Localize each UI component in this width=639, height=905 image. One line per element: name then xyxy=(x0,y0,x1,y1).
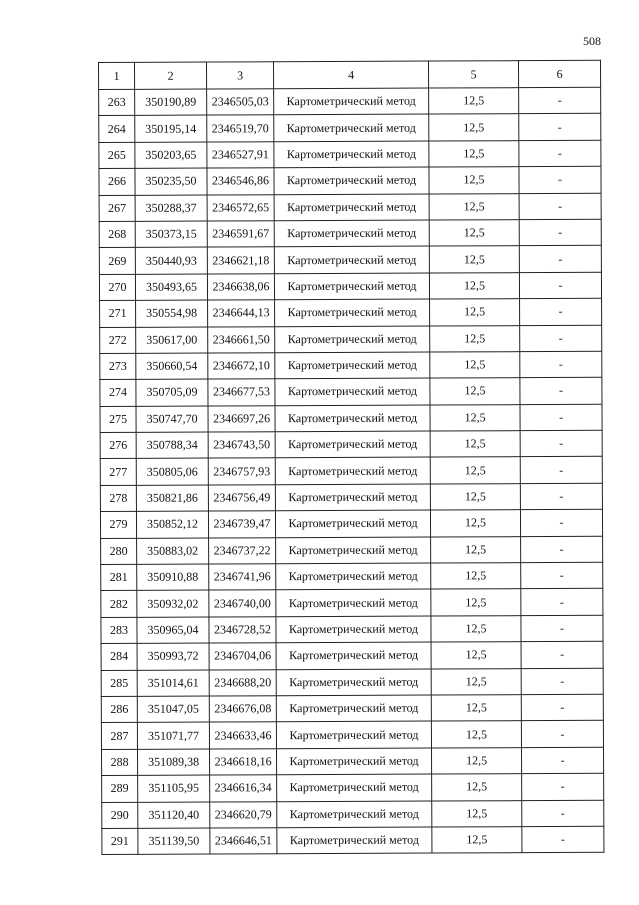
method-cell: Картометрический метод xyxy=(276,721,431,748)
point-number-cell: 273 xyxy=(100,353,136,380)
table-row xyxy=(101,747,603,776)
x-coordinate-cell: 350705,09 xyxy=(136,379,208,406)
header-col-5: 5 xyxy=(428,61,518,88)
x-coordinate-cell: 351014,61 xyxy=(137,670,209,697)
accuracy-cell: 12,5 xyxy=(429,88,519,115)
y-coordinate-cell: 2346633,46 xyxy=(209,722,276,749)
note-cell: - xyxy=(521,721,603,748)
method-cell: Картометрический метод xyxy=(274,220,429,247)
y-coordinate-cell: 2346644,13 xyxy=(208,300,275,327)
accuracy-cell: 12,5 xyxy=(429,140,519,167)
note-cell: - xyxy=(521,642,603,669)
y-coordinate-cell: 2346739,47 xyxy=(208,511,275,538)
table-row xyxy=(100,378,602,407)
y-coordinate-cell: 2346741,96 xyxy=(209,564,276,591)
x-coordinate-cell: 350993,72 xyxy=(137,643,209,670)
accuracy-cell: 12,5 xyxy=(432,800,522,827)
x-coordinate-cell: 350788,34 xyxy=(136,432,208,459)
point-number-cell: 268 xyxy=(99,221,135,248)
method-cell: Картометрический метод xyxy=(276,748,431,775)
table-row xyxy=(99,193,601,222)
y-coordinate-cell: 2346505,03 xyxy=(207,89,274,116)
method-cell: Картометрический метод xyxy=(276,589,431,616)
y-coordinate-cell: 2346618,16 xyxy=(209,748,276,775)
accuracy-cell: 12,5 xyxy=(430,378,520,405)
method-cell: Картометрический метод xyxy=(274,273,429,300)
y-coordinate-cell: 2346688,20 xyxy=(209,669,276,696)
point-number-cell: 270 xyxy=(99,274,135,301)
x-coordinate-cell: 350493,65 xyxy=(135,274,207,301)
accuracy-cell: 12,5 xyxy=(431,536,521,563)
point-number-cell: 277 xyxy=(100,459,136,486)
accuracy-cell: 12,5 xyxy=(432,827,522,854)
point-number-cell: 272 xyxy=(100,327,136,354)
table-row xyxy=(101,721,603,750)
note-cell: - xyxy=(520,510,602,537)
y-coordinate-cell: 2346546,86 xyxy=(207,168,274,195)
table-row xyxy=(102,800,604,829)
x-coordinate-cell: 351071,77 xyxy=(137,722,209,749)
y-coordinate-cell: 2346728,52 xyxy=(209,617,276,644)
table-row xyxy=(99,246,601,275)
note-cell: - xyxy=(521,747,603,774)
y-coordinate-cell: 2346519,70 xyxy=(207,115,274,142)
table-row xyxy=(100,404,602,433)
method-cell: Картометрический метод xyxy=(275,431,430,458)
y-coordinate-cell: 2346591,67 xyxy=(207,221,274,248)
table-row xyxy=(100,430,602,459)
table-row xyxy=(99,114,601,143)
point-number-cell: 274 xyxy=(100,380,136,407)
note-cell: - xyxy=(522,800,604,827)
point-number-cell: 278 xyxy=(100,485,136,512)
accuracy-cell: 12,5 xyxy=(431,589,521,616)
table-row xyxy=(99,219,601,248)
note-cell: - xyxy=(522,773,604,800)
method-cell: Картометрический метод xyxy=(275,405,430,432)
table-row xyxy=(99,140,601,169)
header-row xyxy=(99,60,601,89)
y-coordinate-cell: 2346756,49 xyxy=(208,485,275,512)
header-col-3: 3 xyxy=(207,62,274,89)
note-cell: - xyxy=(520,351,602,378)
point-number-cell: 263 xyxy=(99,89,135,116)
note-cell: - xyxy=(519,219,601,246)
x-coordinate-cell: 350965,04 xyxy=(137,617,209,644)
accuracy-cell: 12,5 xyxy=(429,220,519,247)
y-coordinate-cell: 2346757,93 xyxy=(208,458,275,485)
method-cell: Картометрический метод xyxy=(277,827,432,854)
table-row xyxy=(101,615,603,644)
table-row xyxy=(101,668,603,697)
coordinates-table xyxy=(98,60,604,856)
method-cell: Картометрический метод xyxy=(275,510,430,537)
table-row xyxy=(102,773,604,802)
method-cell: Картометрический метод xyxy=(274,246,429,273)
header-col-4: 4 xyxy=(274,61,429,89)
header-col-1: 1 xyxy=(99,62,135,89)
method-cell: Картометрический метод xyxy=(276,669,431,696)
method-cell: Картометрический метод xyxy=(275,484,430,511)
point-number-cell: 266 xyxy=(99,169,135,196)
note-cell: - xyxy=(519,87,601,114)
accuracy-cell: 12,5 xyxy=(430,510,520,537)
note-cell: - xyxy=(522,826,604,853)
table-row xyxy=(100,483,602,512)
accuracy-cell: 12,5 xyxy=(431,668,521,695)
point-number-cell: 275 xyxy=(100,406,136,433)
x-coordinate-cell: 350235,50 xyxy=(135,168,207,195)
y-coordinate-cell: 2346677,53 xyxy=(208,379,275,406)
note-cell: - xyxy=(519,166,601,193)
y-coordinate-cell: 2346638,06 xyxy=(207,273,274,300)
table-body xyxy=(99,87,604,855)
y-coordinate-cell: 2346621,18 xyxy=(207,247,274,274)
accuracy-cell: 12,5 xyxy=(429,272,519,299)
x-coordinate-cell: 350440,93 xyxy=(135,247,207,274)
x-coordinate-cell: 351139,50 xyxy=(138,828,210,855)
note-cell: - xyxy=(520,483,602,510)
point-number-cell: 271 xyxy=(100,300,136,327)
method-cell: Картометрический метод xyxy=(276,563,431,590)
point-number-cell: 286 xyxy=(101,696,137,723)
accuracy-cell: 12,5 xyxy=(430,325,520,352)
y-coordinate-cell: 2346743,50 xyxy=(208,432,275,459)
method-cell: Картометрический метод xyxy=(276,616,431,643)
method-cell: Картометрический метод xyxy=(275,378,430,405)
x-coordinate-cell: 350805,06 xyxy=(136,458,208,485)
point-number-cell: 279 xyxy=(100,512,136,539)
note-cell: - xyxy=(521,589,603,616)
method-cell: Картометрический метод xyxy=(275,458,430,485)
y-coordinate-cell: 2346737,22 xyxy=(209,537,276,564)
method-cell: Картометрический метод xyxy=(274,167,429,194)
header-col-6: 6 xyxy=(518,60,600,87)
point-number-cell: 288 xyxy=(101,749,137,776)
table-row xyxy=(100,351,602,380)
accuracy-cell: 12,5 xyxy=(432,774,522,801)
method-cell: Картометрический метод xyxy=(274,141,429,168)
point-number-cell: 281 xyxy=(101,564,137,591)
method-cell: Картометрический метод xyxy=(275,326,430,353)
y-coordinate-cell: 2346527,91 xyxy=(207,142,274,169)
accuracy-cell: 12,5 xyxy=(430,457,520,484)
method-cell: Картометрический метод xyxy=(274,114,429,141)
note-cell: - xyxy=(521,668,603,695)
note-cell: - xyxy=(520,430,602,457)
point-number-cell: 289 xyxy=(102,775,138,802)
point-number-cell: 283 xyxy=(101,617,137,644)
method-cell: Картометрический метод xyxy=(276,642,431,669)
x-coordinate-cell: 350190,89 xyxy=(135,89,207,116)
method-cell: Картометрический метод xyxy=(275,352,430,379)
x-coordinate-cell: 350660,54 xyxy=(136,353,208,380)
table-row xyxy=(101,589,603,618)
point-number-cell: 265 xyxy=(99,142,135,169)
point-number-cell: 264 xyxy=(99,116,135,143)
accuracy-cell: 12,5 xyxy=(430,431,520,458)
accuracy-cell: 12,5 xyxy=(430,484,520,511)
x-coordinate-cell: 351047,05 xyxy=(137,696,209,723)
y-coordinate-cell: 2346697,26 xyxy=(208,405,275,432)
y-coordinate-cell: 2346672,10 xyxy=(208,353,275,380)
point-number-cell: 280 xyxy=(101,538,137,565)
method-cell: Картометрический метод xyxy=(276,695,431,722)
table-row xyxy=(101,642,603,671)
accuracy-cell: 12,5 xyxy=(431,563,521,590)
method-cell: Картометрический метод xyxy=(275,299,430,326)
note-cell: - xyxy=(520,325,602,352)
note-cell: - xyxy=(521,615,603,642)
x-coordinate-cell: 351105,95 xyxy=(138,775,210,802)
x-coordinate-cell: 350932,02 xyxy=(137,590,209,617)
x-coordinate-cell: 350288,37 xyxy=(135,195,207,222)
method-cell: Картометрический метод xyxy=(274,194,429,221)
point-number-cell: 287 xyxy=(101,723,137,750)
point-number-cell: 285 xyxy=(101,670,137,697)
accuracy-cell: 12,5 xyxy=(430,404,520,431)
accuracy-cell: 12,5 xyxy=(431,615,521,642)
x-coordinate-cell: 350747,70 xyxy=(136,406,208,433)
note-cell: - xyxy=(519,140,601,167)
table-row xyxy=(101,536,603,565)
y-coordinate-cell: 2346676,08 xyxy=(209,696,276,723)
point-number-cell: 267 xyxy=(99,195,135,222)
table-row xyxy=(100,510,602,539)
method-cell: Картометрический метод xyxy=(277,774,432,801)
accuracy-cell: 12,5 xyxy=(431,747,521,774)
table-row xyxy=(100,457,602,486)
table-row xyxy=(101,694,603,723)
x-coordinate-cell: 350852,12 xyxy=(136,511,208,538)
note-cell: - xyxy=(520,378,602,405)
x-coordinate-cell: 350821,86 xyxy=(136,485,208,512)
y-coordinate-cell: 2346646,51 xyxy=(210,828,277,855)
accuracy-cell: 12,5 xyxy=(429,114,519,141)
note-cell: - xyxy=(521,536,603,563)
table-row xyxy=(99,166,601,195)
accuracy-cell: 12,5 xyxy=(429,167,519,194)
table-row xyxy=(100,298,602,327)
x-coordinate-cell: 350373,15 xyxy=(135,221,207,248)
method-cell: Картометрический метод xyxy=(274,88,429,115)
accuracy-cell: 12,5 xyxy=(431,642,521,669)
point-number-cell: 290 xyxy=(102,802,138,829)
note-cell: - xyxy=(520,404,602,431)
note-cell: - xyxy=(519,246,601,273)
point-number-cell: 291 xyxy=(102,828,138,855)
y-coordinate-cell: 2346704,06 xyxy=(209,643,276,670)
accuracy-cell: 12,5 xyxy=(429,193,519,220)
y-coordinate-cell: 2346620,79 xyxy=(210,801,277,828)
note-cell: - xyxy=(519,272,601,299)
point-number-cell: 276 xyxy=(100,432,136,459)
y-coordinate-cell: 2346616,34 xyxy=(210,775,277,802)
accuracy-cell: 12,5 xyxy=(430,352,520,379)
y-coordinate-cell: 2346661,50 xyxy=(208,326,275,353)
point-number-cell: 282 xyxy=(101,591,137,618)
table-row xyxy=(102,826,604,855)
x-coordinate-cell: 350883,02 xyxy=(137,538,209,565)
table-row xyxy=(100,325,602,354)
table-row xyxy=(99,272,601,301)
note-cell: - xyxy=(519,114,601,141)
x-coordinate-cell: 350617,00 xyxy=(136,327,208,354)
table-row xyxy=(99,87,601,116)
accuracy-cell: 12,5 xyxy=(430,299,520,326)
method-cell: Картометрический метод xyxy=(276,537,431,564)
note-cell: - xyxy=(519,193,601,220)
y-coordinate-cell: 2346572,65 xyxy=(207,194,274,221)
note-cell: - xyxy=(520,457,602,484)
x-coordinate-cell: 350554,98 xyxy=(136,300,208,327)
point-number-cell: 269 xyxy=(99,248,135,275)
accuracy-cell: 12,5 xyxy=(431,721,521,748)
accuracy-cell: 12,5 xyxy=(431,695,521,722)
table-header xyxy=(99,60,601,89)
note-cell: - xyxy=(521,562,603,589)
note-cell: - xyxy=(520,298,602,325)
x-coordinate-cell: 351089,38 xyxy=(137,749,209,776)
x-coordinate-cell: 350203,65 xyxy=(135,142,207,169)
x-coordinate-cell: 350195,14 xyxy=(135,115,207,142)
page-number: 508 xyxy=(583,34,601,48)
header-col-2: 2 xyxy=(135,62,207,89)
note-cell: - xyxy=(521,694,603,721)
accuracy-cell: 12,5 xyxy=(429,246,519,273)
x-coordinate-cell: 350910,88 xyxy=(137,564,209,591)
method-cell: Картометрический метод xyxy=(277,801,432,828)
table-row xyxy=(101,562,603,591)
y-coordinate-cell: 2346740,00 xyxy=(209,590,276,617)
point-number-cell: 284 xyxy=(101,644,137,671)
x-coordinate-cell: 351120,40 xyxy=(138,802,210,829)
